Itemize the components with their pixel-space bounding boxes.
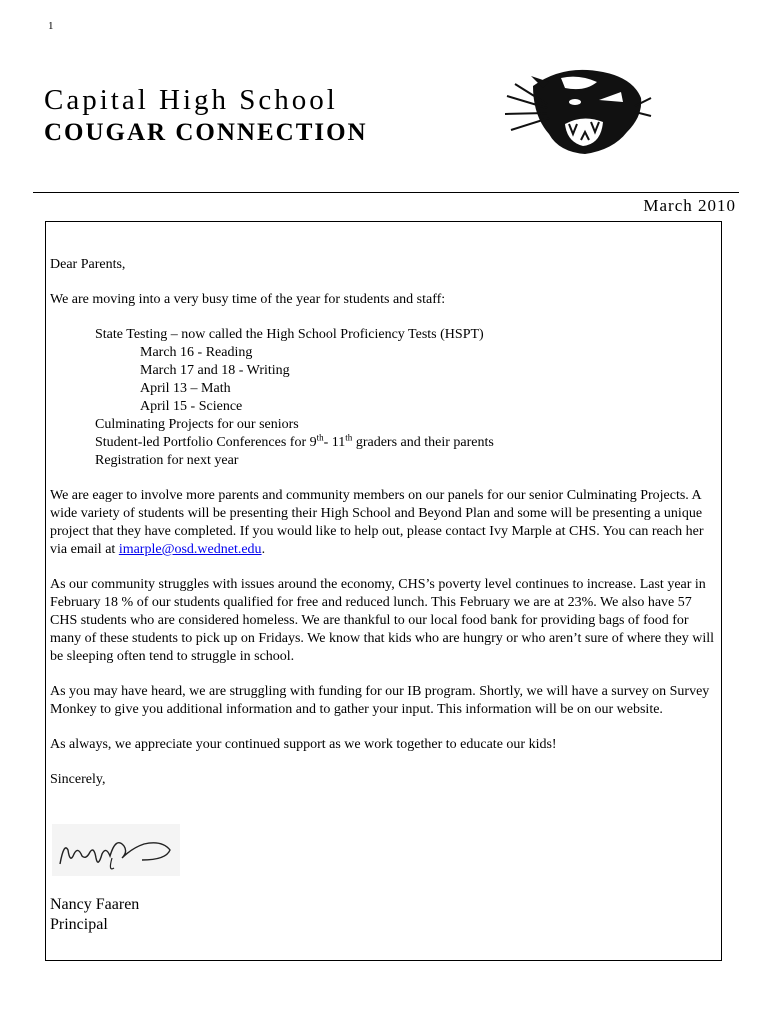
email-link[interactable]: imarple@osd.wednet.edu xyxy=(118,542,262,557)
test-date-item: April 13 – Math xyxy=(140,381,231,396)
page-number: 1 xyxy=(48,20,54,32)
signer-name: Nancy Faaren xyxy=(50,896,140,913)
letter-body xyxy=(50,256,718,806)
schedule-item-conferences: Student-led Portfolio Conferences for 9th- 11th graders and their parents xyxy=(95,432,494,450)
panels-paragraph: We are eager to involve more parents and community members on our panels for our senior Culminating Projects. A wide variety of students will be presenting their High School and Beyond Plan and some will be presenting a unique project that they have completed. If you would like to help out, please contact Ivy Marple at CHS. You can reach her via email at imarple@osd.wednet.edu. xyxy=(50,488,704,557)
support-paragraph: As always, we appreciate your continued support as we work together to educate our kids! xyxy=(50,737,557,752)
test-date-item: March 17 and 18 - Writing xyxy=(140,363,290,378)
schedule-item-culminating: Culminating Projects for our seniors xyxy=(95,417,299,432)
intro-paragraph: We are moving into a very busy time of the year for students and staff: xyxy=(50,292,446,307)
test-date-item: March 16 - Reading xyxy=(140,345,253,360)
schedule-item-testing: State Testing – now called the High School Proficiency Tests (HSPT) xyxy=(95,327,484,342)
ib-program-paragraph: As you may have heard, we are struggling with funding for our IB program. Shortly, we will have a survey on Survey Monkey to give you additional information and to gather your input. This information will be on our website. xyxy=(50,684,710,717)
issue-date: March 2010 xyxy=(643,196,736,215)
salutation: Dear Parents, xyxy=(50,257,126,272)
signature-image xyxy=(52,824,180,876)
schedule-list xyxy=(95,326,718,470)
newsletter-title: COUGAR CONNECTION xyxy=(44,119,368,146)
signer-title: Principal xyxy=(50,916,108,933)
school-name: Capital High School xyxy=(44,84,338,116)
economy-paragraph: As our community struggles with issues around the economy, CHS’s poverty level continues to increase. Last year in February 18 % of our students qualified for free and reduced lunch. This February we are at 23%. We also have 57 CHS students who are considered homeless. We are thankful to our local food bank for providing bags of food for many of these students to pick up on Fridays. We know that kids who are hungry or who aren’t sure of where they will be sleeping often tend to struggle in school. xyxy=(50,577,715,664)
closing: Sincerely, xyxy=(50,772,106,787)
schedule-item-registration: Registration for next year xyxy=(95,453,239,468)
cougar-head-icon xyxy=(503,58,653,158)
header-rule xyxy=(33,192,739,193)
test-date-item: April 15 - Science xyxy=(140,399,243,414)
signer-block xyxy=(50,895,139,935)
